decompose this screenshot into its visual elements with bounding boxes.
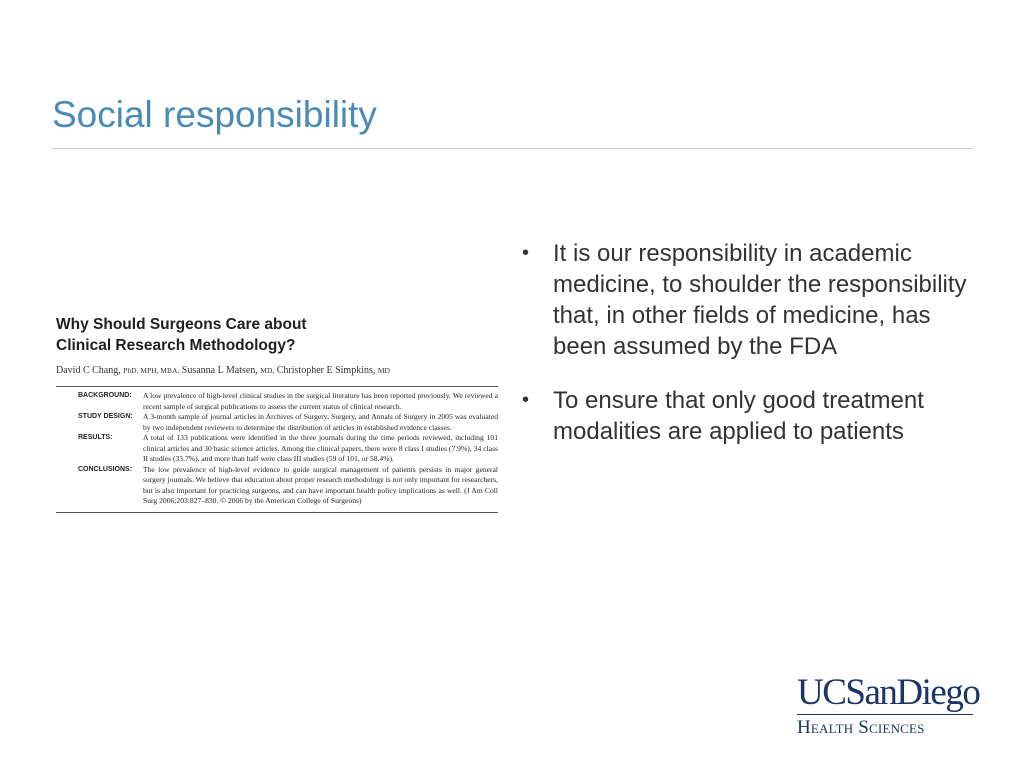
bullet-text: It is our responsibility in academic medicine, to shoulder the responsibility that, in other fields of medicine, has been assumed by the FDA — [553, 240, 967, 360]
abstract-label: RESULTS: — [78, 434, 113, 441]
bullet-marker: • — [522, 389, 530, 411]
abstract-label: STUDY DESIGN: — [78, 413, 133, 420]
logo-divider — [797, 714, 973, 715]
abstract-block — [56, 386, 498, 513]
ucsd-health-sciences-logo — [797, 672, 980, 739]
paper-title — [56, 314, 498, 356]
logo-wordmark: UCSanDiego — [797, 672, 980, 713]
logo-subtitle: Health Sciences — [797, 717, 925, 738]
author-name: Christopher E Simpkins, — [276, 365, 376, 376]
abstract-label: CONCLUSIONS: — [78, 465, 133, 473]
abstract-label: BACKGROUND: — [78, 392, 132, 399]
bullet-text: To ensure that only good treatment modalities are applied to patients — [553, 387, 924, 445]
paper-abstract-image — [56, 314, 498, 513]
abstract-text: The low prevalence of high-level evidence to guide surgical management of patients persists in major general surgery journals. We believe that education about proper research methodology is not only important for researchers, but is also important for practicing surgeons, and can have important health policy implications as well. (J Am Coll Surg 2006;203:827–830. © 2006 by the American College of Surgeons) — [143, 464, 498, 505]
abstract-row-study-design — [56, 412, 498, 433]
abstract-row-conclusions — [56, 465, 498, 507]
abstract-text: A 3-month sample of journal articles in Archives of Surgery, Surgery, and Annals of Surgery in 2005 was evaluated by two independent reviewers to determine the distribution of articles in established evidence classes. — [143, 412, 498, 432]
author-credentials: PhD, MPH, MBA, — [123, 366, 180, 375]
author-name: David C Chang, — [56, 365, 121, 376]
bullet-item — [522, 238, 972, 362]
abstract-text: A low prevalence of high-level clinical studies in the surgical literature has been reported previously. We reviewed a recent sample of surgical publications to assess the current status of clinical research. — [143, 391, 498, 411]
bullet-marker: • — [522, 242, 530, 264]
author-name: Susanna L Matsen, — [181, 365, 258, 376]
abstract-row-background — [56, 391, 498, 412]
bullet-list — [522, 238, 972, 470]
title-divider — [52, 148, 973, 149]
author-credentials: MD — [377, 366, 390, 375]
paper-title-line-1: Why Should Surgeons Care about — [56, 316, 307, 333]
author-credentials: MD, — [260, 366, 275, 375]
paper-title-line-2: Clinical Research Methodology? — [56, 337, 296, 354]
abstract-row-results — [56, 433, 498, 465]
abstract-text: A total of 133 publications were identified in the three journals during the time periods reviewed, including 101 clinical articles and 30 basic science articles. Among the clinical papers, there were 8 class I studies (7.9%), 34 class II studies (33.7%), and more than half were class III studies (59 of 101, or 58.4%). — [143, 433, 498, 463]
slide-title: Social responsibility — [52, 94, 377, 135]
bullet-item — [522, 385, 972, 447]
paper-authors — [56, 365, 498, 376]
